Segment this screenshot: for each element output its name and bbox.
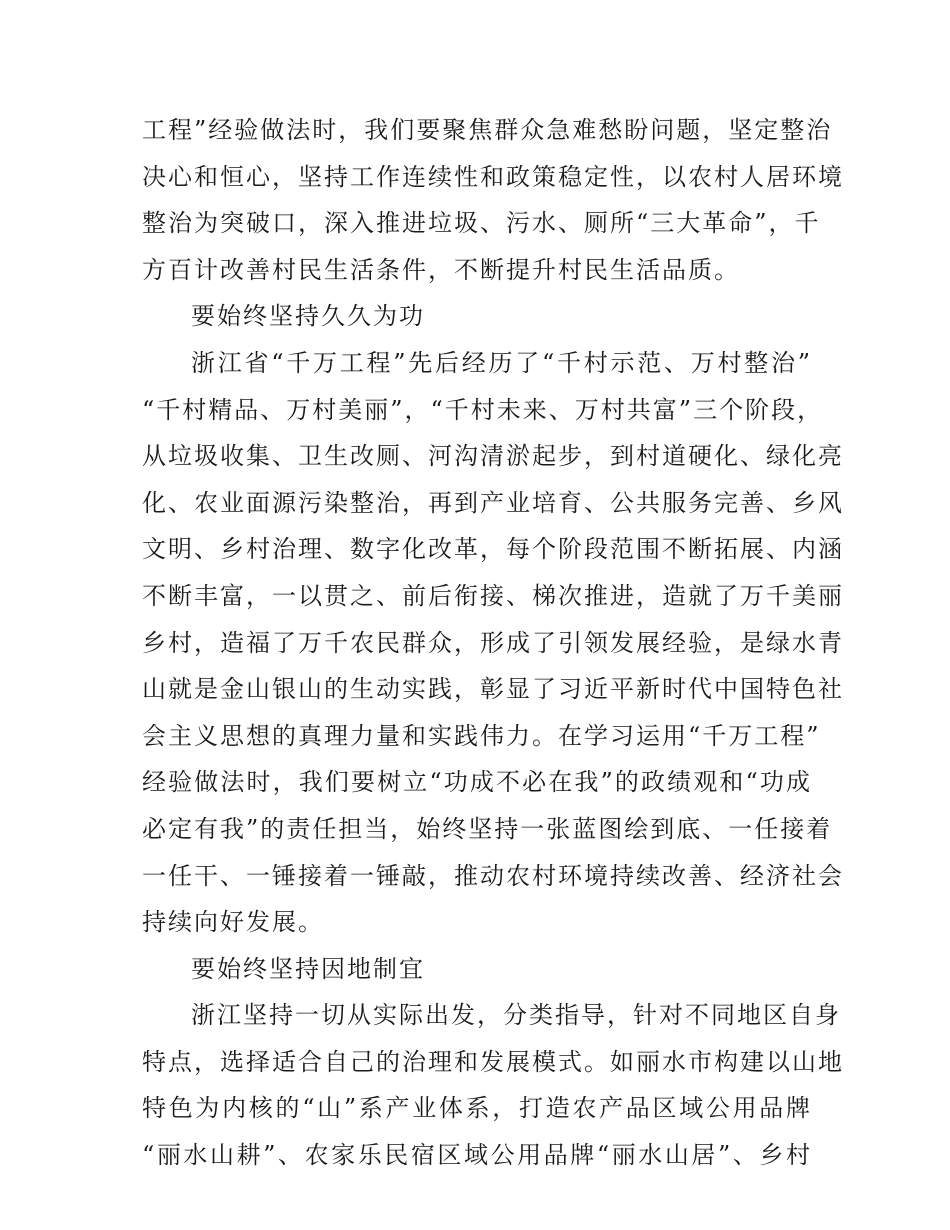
text-line: 山就是金山银山的生动实践，彰显了习近平新时代中国特色社 xyxy=(142,675,844,704)
text-line: 决心和恒心，坚持工作连续性和政策稳定性，以农村人居环境 xyxy=(142,162,844,191)
text-line: 乡村，造福了万千农民群众，形成了引领发展经验，是绿水青 xyxy=(142,628,844,657)
text-line: 整治为突破口，深入推进垃圾、污水、厕所“三大革命”，千 xyxy=(142,209,821,238)
section-heading-persistence xyxy=(142,293,812,340)
text-line: 必定有我”的责任担当，始终坚持一张蓝图绘到底、一任接着 xyxy=(142,814,833,843)
text-line: 化、农业面源污染整治，再到产业培育、公共服务完善、乡风 xyxy=(142,488,844,517)
text-line: 特点，选择适合自己的治理和发展模式。如丽水市构建以山地 xyxy=(142,1047,844,1076)
text-line: 会主义思想的真理力量和实践伟力。在学习运用“千万工程” xyxy=(142,721,821,750)
text-line: 持续向好发展。 xyxy=(142,908,324,937)
text-line: 经验做法时，我们要树立“功成不必在我”的政绩观和“功成 xyxy=(142,768,812,797)
text-line: 浙江坚持一切从实际出发，分类指导，针对不同地区自身 xyxy=(191,1001,841,1030)
text-line: 工程”经验做法时，我们要聚焦群众急难愁盼问题，坚定整治 xyxy=(142,116,833,144)
paragraph-local-adaptation xyxy=(142,992,844,1178)
text-line: 一任干、一锤接着一锤敲，推动农村环境持续改善、经济社会 xyxy=(142,861,844,890)
document-body xyxy=(142,107,844,1179)
text-line: 特色为内核的“山”系产业体系，打造农产品区域公用品牌 xyxy=(142,1094,812,1123)
text-line: “千村精品、万村美丽”，“千村未来、万村共富”三个阶段， xyxy=(142,395,824,424)
text-line: 文明、乡村治理、数字化改革，每个阶段范围不断拓展、内涵 xyxy=(142,535,844,564)
text-line: 从垃圾收集、卫生改厕、河沟清淤起步，到村道硬化、绿化亮 xyxy=(142,442,844,471)
paragraph-rural-environment xyxy=(142,107,844,293)
paragraph-thousand-project-stages xyxy=(142,340,844,946)
text-line: 浙江省“千万工程”先后经历了“千村示范、万村整治” xyxy=(191,348,812,377)
text-line: 不断丰富，一以贯之、前后衔接、梯次推进，造就了万千美丽 xyxy=(142,581,844,610)
text-line: 方百计改善村民生活条件，不断提升村民生活品质。 xyxy=(142,255,740,284)
section-heading-text: 要始终坚持因地制宜 xyxy=(191,954,425,983)
text-line: “丽水山耕”、农家乐民宿区域公用品牌“丽水山居”、乡村 xyxy=(142,1141,812,1170)
section-heading-text: 要始终坚持久久为功 xyxy=(191,302,425,331)
section-heading-local-conditions xyxy=(142,946,812,993)
